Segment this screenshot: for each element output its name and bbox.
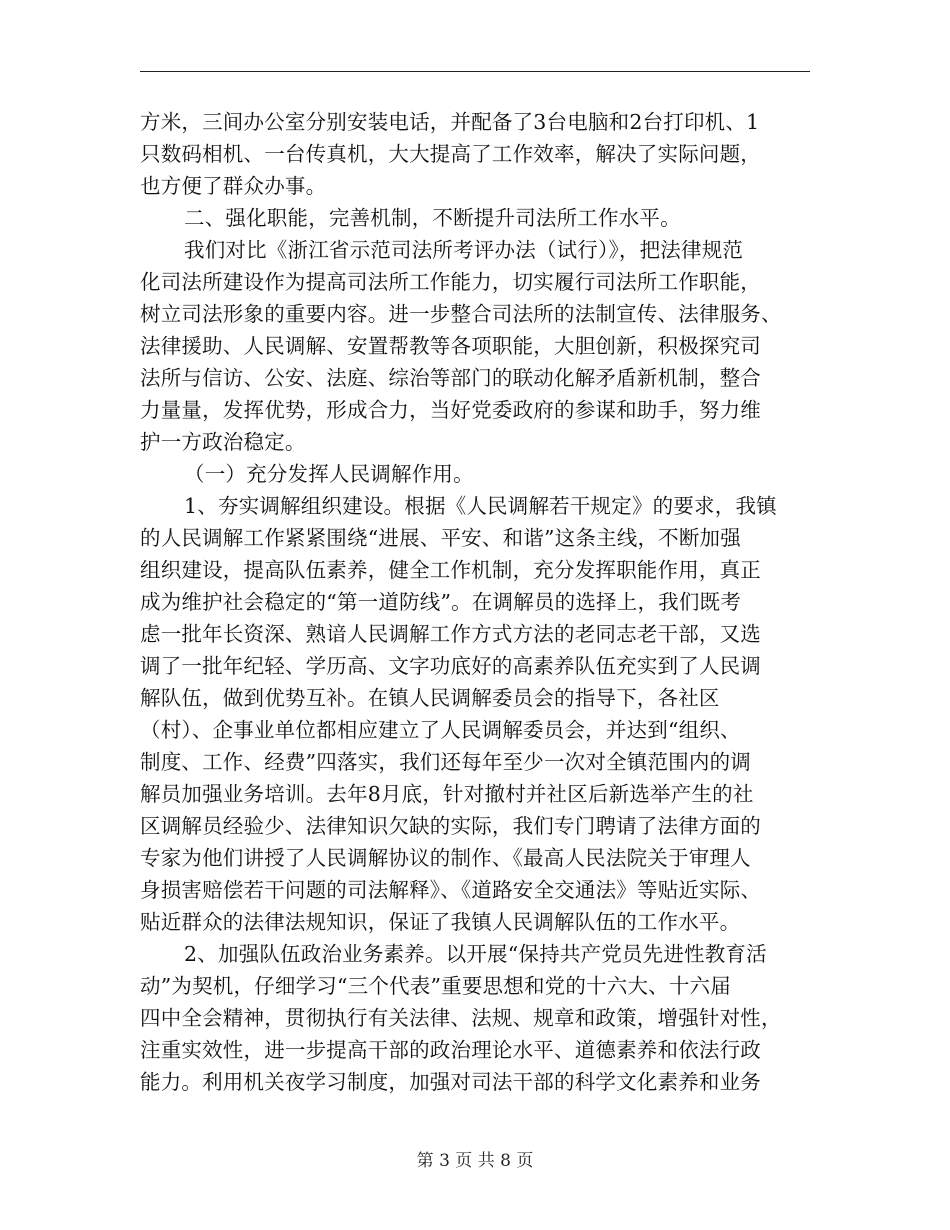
text-line: 的人民调解工作紧紧围绕“进展、平安、和谐”这条主线，不断加强	[140, 526, 741, 550]
text-line: 组织建设，提高队伍素养，健全工作机制，充分发挥职能作用，真正	[140, 558, 761, 582]
text-line: 动”为契机，仔细学习“三个代表”重要思想和党的十六大、十六届	[140, 974, 731, 998]
text-line: 虑一批年长资深、熟谙人民调解工作方式方法的老同志老干部，又选	[140, 622, 761, 646]
text-line: 树立司法形象的重要内容。进一步整合司法所的法制宣传、法律服务、	[140, 302, 782, 326]
text-line: 解队伍，做到优势互补。在镇人民调解委员会的指导下，各社区	[140, 686, 720, 710]
text-line: 力量量，发挥优势，形成合力，当好党委政府的参谋和助手，努力维	[140, 398, 761, 422]
text-line: 区调解员经验少、法律知识欠缺的实际，我们专门聘请了法律方面的	[140, 814, 761, 838]
text-line: 成为维护社会稳定的“第一道防线”。在调解员的选择上，我们既考	[140, 590, 741, 614]
subsection-heading: （一）充分发挥人民调解作用。	[184, 462, 474, 486]
text-line: 方米，三间办公室分别安装电话，并配备了3台电脑和2台打印机、1	[140, 110, 760, 134]
text-line: 也方便了群众办事。	[140, 174, 327, 198]
text-line: 化司法所建设作为提高司法所工作能力，切实履行司法所工作职能，	[140, 270, 761, 294]
text-line: 制度、工作、经费”四落实，我们还每年至少一次对全镇范围内的调	[140, 750, 751, 774]
page-number-footer: 第 3 页 共 8 页	[416, 1151, 534, 1171]
header-rule	[140, 71, 810, 72]
text-line: 贴近群众的法律法规知识，保证了我镇人民调解队伍的工作水平。	[140, 910, 741, 934]
body-text	[140, 106, 810, 1098]
text-line: 护一方政治稳定。	[140, 430, 306, 454]
text-line: 解员加强业务培训。去年8月底，针对撤村并社区后新选举产生的社	[140, 782, 754, 806]
text-line: 法律援助、人民调解、安置帮教等各项职能，大胆创新，积极探究司	[140, 334, 761, 358]
paragraph-start: 2、加强队伍政治业务素养。以开展“保持共产党员先进性教育活	[184, 942, 767, 966]
text-line: 专家为他们讲授了人民调解协议的制作、《最高人民法院关于审理人	[140, 846, 751, 870]
section-heading: 二、强化职能，完善机制，不断提升司法所工作水平。	[184, 206, 681, 230]
text-line: 只数码相机、一台传真机，大大提高了工作效率，解决了实际问题，	[140, 142, 761, 166]
text-line: 注重实效性，进一步提高干部的政治理论水平、道德素养和依法行政	[140, 1038, 761, 1062]
text-line: 调了一批年纪轻、学历高、文字功底好的高素养队伍充实到了人民调	[140, 654, 761, 678]
text-line: 能力。利用机关夜学习制度，加强对司法干部的科学文化素养和业务	[140, 1070, 761, 1094]
text-line: 四中全会精神，贯彻执行有关法律、法规、规章和政策，增强针对性，	[140, 1006, 782, 1030]
paragraph-start: 我们对比《浙江省示范司法所考评办法（试行）》，把法律规范	[184, 238, 744, 262]
paragraph-start: 1、夯实调解组织建设。根据《人民调解若干规定》的要求，我镇	[184, 494, 777, 518]
text-line: （村）、企事业单位都相应建立了人民调解委员会，并达到“组织、	[140, 718, 741, 742]
text-line: 法所与信访、公安、法庭、综治等部门的联动化解矛盾新机制，整合	[140, 366, 761, 390]
text-line: 身损害赔偿若干问题的司法解释》、《道路安全交通法》等贴近实际、	[140, 878, 762, 902]
